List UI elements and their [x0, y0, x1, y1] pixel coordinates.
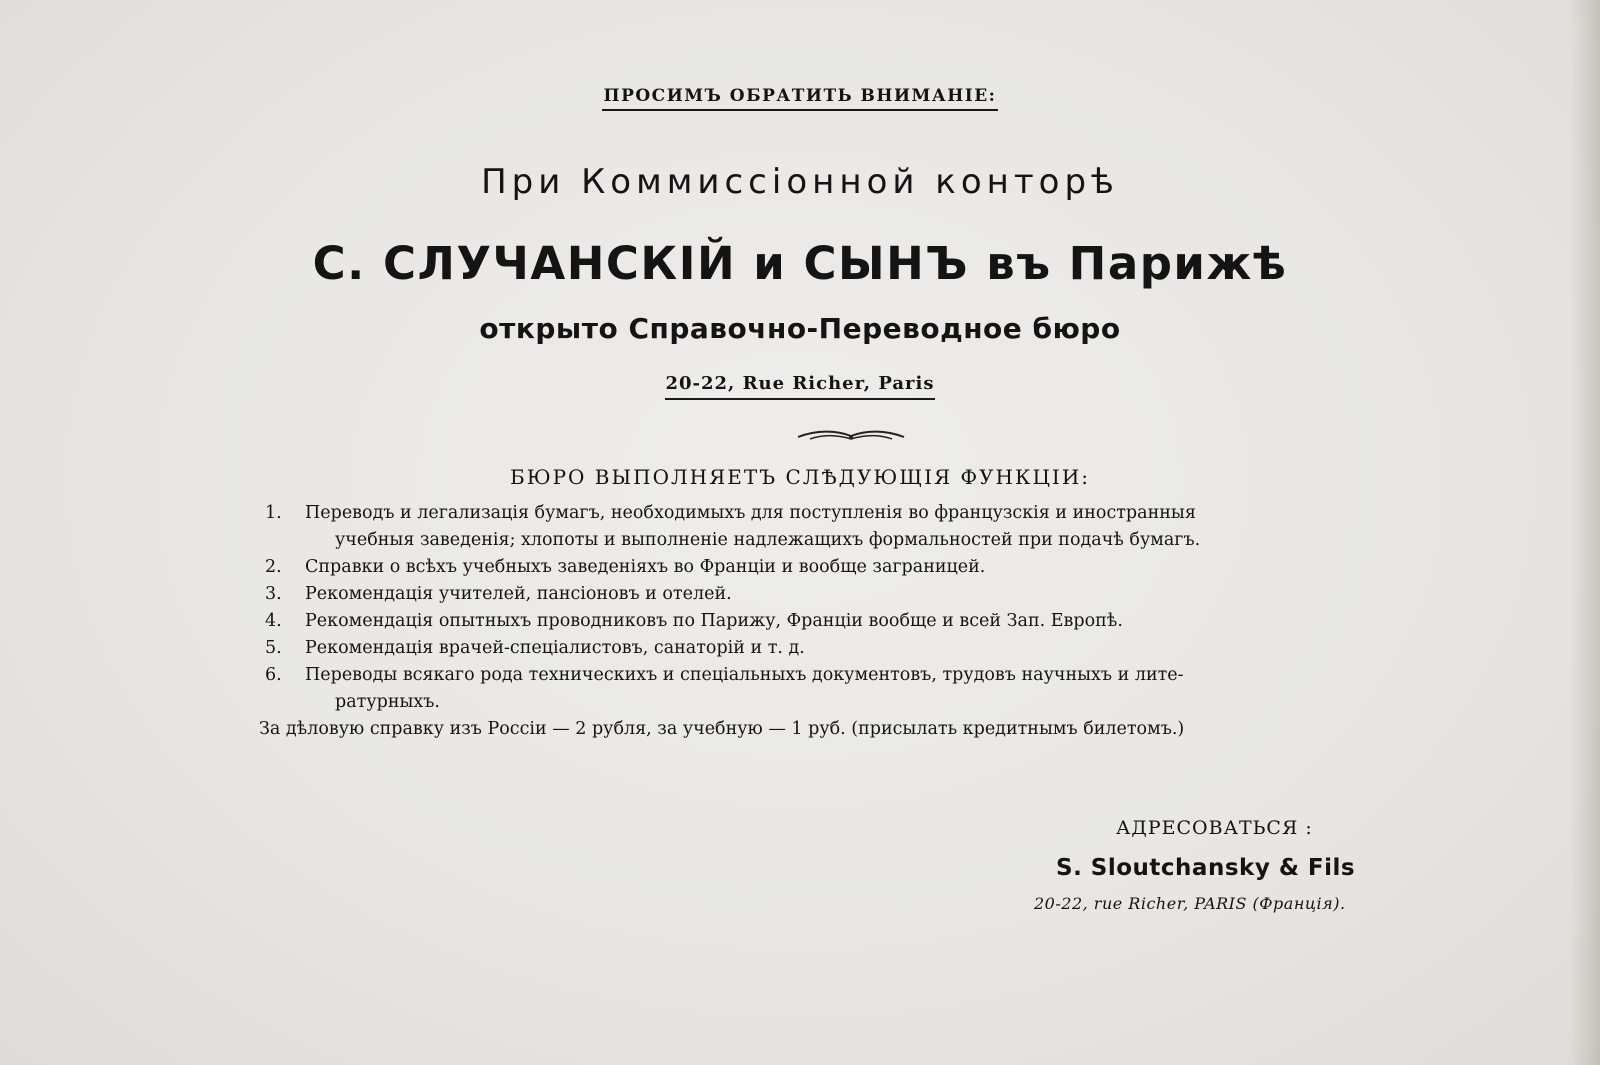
- item-number: 3.: [265, 584, 282, 604]
- functions-title: БЮРО ВЫПОЛНЯЕТЪ СЛѢДУЮЩІЯ ФУНКЦІИ:: [510, 465, 1090, 489]
- item-text: Переводъ и легализація бумагъ, необходимыхъ для поступленія во французскія и иностранныя: [305, 503, 1196, 523]
- item-text-continued: ратурныхъ.: [335, 692, 440, 712]
- office-line: При Коммиссіонной конторѣ: [481, 162, 1119, 202]
- fee-note: За дѣловую справку изъ Россіи — 2 рубля, за учебную — 1 руб. (присылать кредитнымъ билетомъ.): [259, 719, 1185, 739]
- item-number: 5.: [265, 638, 282, 658]
- contact-label: АДРЕСОВАТЬСЯ :: [1116, 817, 1313, 839]
- office-address: [0, 373, 1600, 400]
- list-item: [265, 500, 1445, 554]
- office-address-text: 20-22, Rue Richer, Paris: [665, 373, 934, 400]
- ornament-divider: [796, 428, 906, 444]
- contact-firm: S. Sloutchansky & Fils: [1056, 855, 1356, 881]
- item-text: Рекомендація учителей, пансіоновъ и отелей.: [305, 584, 732, 604]
- item-text: Переводы всякаго рода техническихъ и спеціальныхъ документовъ, трудовъ научныхъ и лите-: [305, 665, 1184, 685]
- item-number: 6.: [265, 665, 282, 685]
- item-number: 1.: [265, 503, 282, 523]
- list-item: [265, 554, 1445, 581]
- item-number: 4.: [265, 611, 282, 631]
- item-text: Справки о всѣхъ учебныхъ заведеніяхъ во Франціи и вообще заграницей.: [305, 557, 986, 577]
- item-text: Рекомендація врачей-спеціалистовъ, санаторій и т. д.: [305, 638, 805, 658]
- firm-name: С. СЛУЧАНСКІЙ и СЫНЪ въ Парижѣ: [312, 237, 1288, 290]
- functions-list: [259, 500, 1445, 743]
- bureau-line: открыто Справочно-Переводное бюро: [479, 312, 1121, 345]
- list-item: [265, 635, 1445, 662]
- item-text: Рекомендація опытныхъ проводниковъ по Парижу, Франціи вообще и всей Зап. Европѣ.: [305, 611, 1123, 631]
- item-text-continued: учебныя заведенія; хлопоты и выполненіе надлежащихъ формальностей при подачѣ бумагъ.: [335, 530, 1201, 550]
- list-item: [265, 608, 1445, 635]
- notice-text: ПРОСИМЪ ОБРАТИТЬ ВНИМАНІЕ:: [602, 86, 999, 111]
- item-number: 2.: [265, 557, 282, 577]
- contact-address: 20-22, rue Richer, PARIS (Франція).: [1034, 894, 1346, 913]
- notice-heading: [0, 86, 1600, 111]
- list-item: [265, 662, 1445, 716]
- paper-edge-shadow: [1570, 0, 1600, 1065]
- list-item: [265, 581, 1445, 608]
